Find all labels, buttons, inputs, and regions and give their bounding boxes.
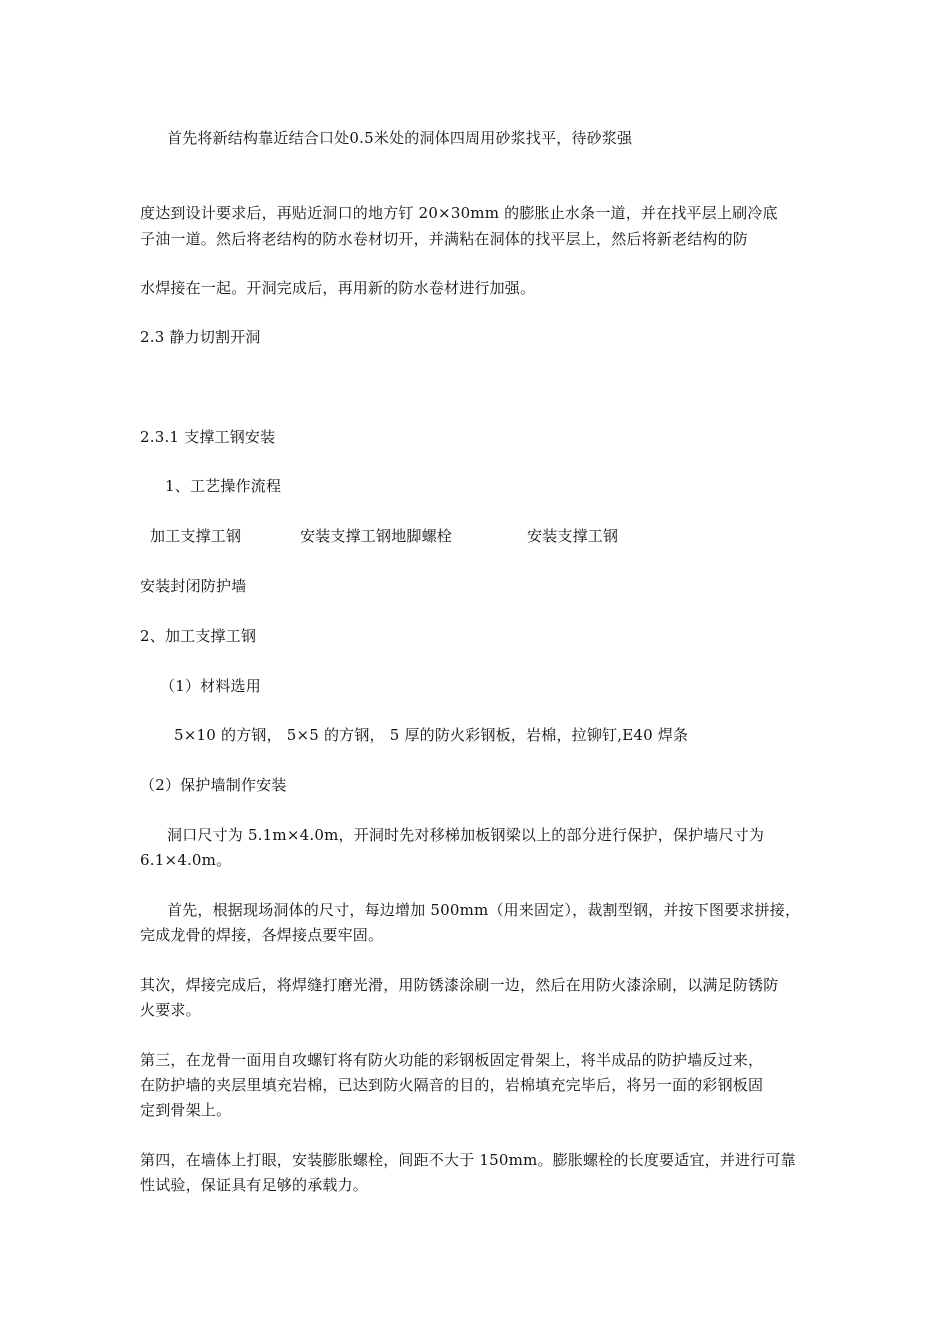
flow-step-2: 安装支撑工钢地脚螺栓: [300, 527, 453, 545]
paragraph-4-line-1: 其次，焊接完成后，将焊缝打磨光滑，用防锈漆涂刷一边，然后在用防火漆涂刷，以满足防锈防: [140, 976, 779, 994]
paragraph-1-line-1: 首先将新结构靠近结合口处0.5米处的洞体四周用砂浆找平，待砂浆强: [167, 129, 633, 147]
paragraph-2-line-2: 6.1×4.0m。: [140, 851, 232, 869]
paragraph-4-line-2: 火要求。: [140, 1001, 201, 1019]
list-item-2: 2、加工支撑工钢: [140, 627, 257, 645]
materials-line: 5×10 的方钢， 5×5 的方钢， 5 厚的防火彩钢板，岩棉，拉铆钉,E40 焊条: [174, 726, 689, 744]
paragraph-1-line-3: 子油一道。然后将老结构的防水卷材切开，并满粘在洞体的找平层上，然后将新老结构的防: [140, 230, 749, 248]
flow-step-4: 安装封闭防护墙: [140, 577, 247, 595]
paragraph-1-line-2: 度达到设计要求后，再贴近洞口的地方钉 20×30mm 的膨胀止水条一道，并在找平层上刷冷底: [140, 204, 778, 222]
flow-step-1: 加工支撑工钢: [150, 527, 242, 545]
paragraph-1-line-4: 水焊接在一起。开洞完成后，再用新的防水卷材进行加强。: [140, 279, 536, 297]
paragraph-5-line-2: 在防护墙的夹层里填充岩棉，已达到防火隔音的目的，岩棉填充完毕后，将另一面的彩钢板固: [140, 1076, 764, 1094]
paragraph-5-line-1: 第三，在龙骨一面用自攻螺钉将有防火功能的彩钢板固定骨架上，将半成品的防护墙反过来，: [140, 1051, 764, 1069]
section-heading-2-3: 2.3 静力切割开洞: [140, 328, 261, 346]
paragraph-2-line-1: 洞口尺寸为 5.1m×4.0m，开洞时先对移梯加板钢梁以上的部分进行保护，保护墙尺寸为: [167, 826, 765, 844]
flow-step-3: 安装支撑工钢: [527, 527, 619, 545]
paragraph-3-line-1: 首先，根据现场洞体的尺寸，每边增加 500mm（用来固定），裁割型钢，并按下图要求拼接，: [167, 901, 801, 919]
paragraph-6-line-1: 第四，在墙体上打眼，安装膨胀螺栓，间距不大于 150mm。膨胀螺栓的长度要适宜，并进行可靠: [140, 1151, 796, 1169]
paragraph-6-line-2: 性试验，保证具有足够的承载力。: [140, 1176, 369, 1194]
section-heading-2-3-1: 2.3.1 支撑工钢安装: [140, 428, 276, 446]
paragraph-5-line-3: 定到骨架上。: [140, 1101, 232, 1119]
list-item-1: 1、工艺操作流程: [165, 477, 282, 495]
sub-item-2: （2）保护墙制作安装: [140, 776, 287, 794]
paragraph-3-line-2: 完成龙骨的焊接，各焊接点要牢固。: [140, 926, 384, 944]
sub-item-1: （1）材料选用: [160, 677, 261, 695]
